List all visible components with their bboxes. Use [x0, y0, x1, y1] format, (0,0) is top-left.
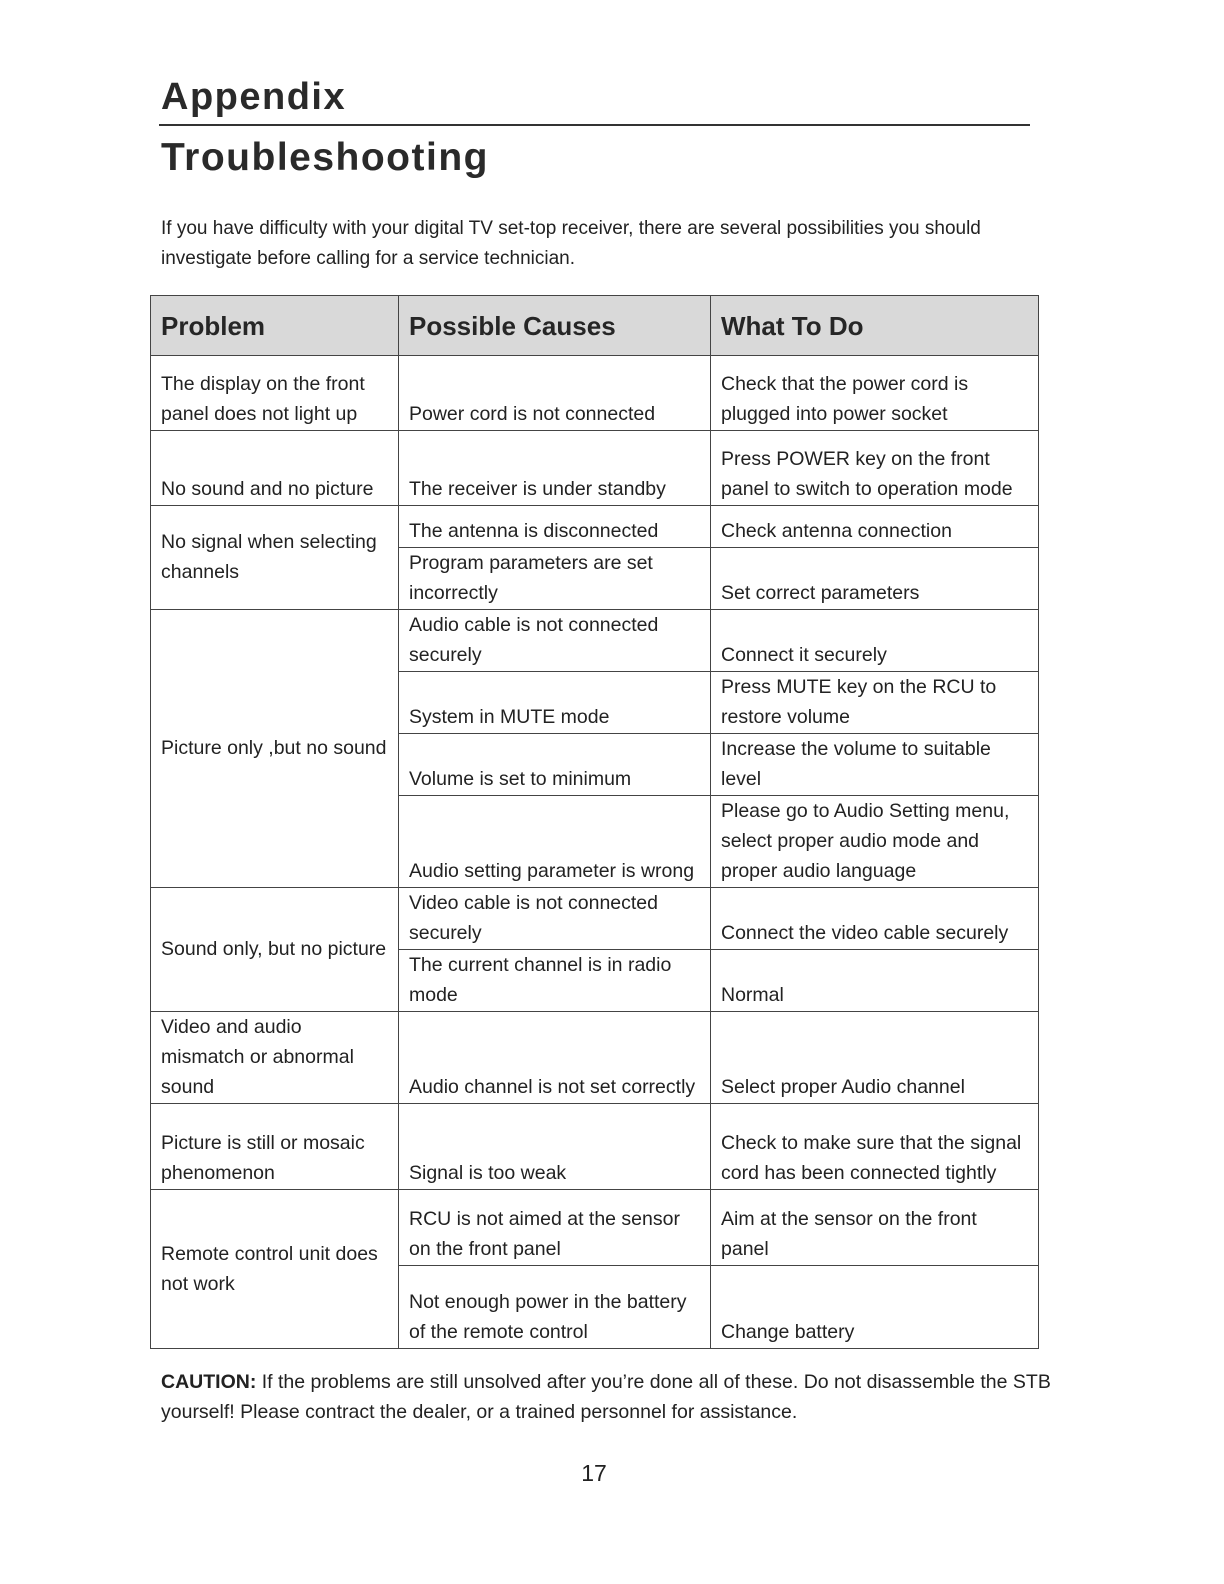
- action-cell: Set correct parameters: [711, 548, 1039, 610]
- table-row: [151, 506, 1039, 548]
- heading-rule: [159, 124, 1030, 126]
- page-title: Troubleshooting: [161, 136, 489, 179]
- troubleshooting-table: [150, 295, 1039, 1349]
- action-cell: Check antenna connection: [711, 506, 1039, 548]
- table-row: [151, 356, 1039, 431]
- problem-cell: No signal when selecting channels: [151, 506, 399, 610]
- action-cell: Press POWER key on the front panel to switch to operation mode: [711, 431, 1039, 506]
- action-cell: Check to make sure that the signal cord has been connected tightly: [711, 1104, 1039, 1190]
- table-header-row: [151, 296, 1039, 356]
- table-row: [151, 1104, 1039, 1190]
- problem-cell: The display on the front panel does not light up: [151, 356, 399, 431]
- problem-cell: Picture only ,but no sound: [151, 610, 399, 888]
- cause-cell: Program parameters are set incorrectly: [399, 548, 711, 610]
- problem-cell: Sound only, but no picture: [151, 888, 399, 1012]
- action-cell: Please go to Audio Setting menu, select proper audio mode and proper audio language: [711, 796, 1039, 888]
- cause-cell: System in MUTE mode: [399, 672, 711, 734]
- header-what-to-do: What To Do: [711, 296, 1039, 356]
- header-possible-causes: Possible Causes: [399, 296, 711, 356]
- action-cell: Select proper Audio channel: [711, 1012, 1039, 1104]
- caution-text: If the problems are still unsolved after you’re done all of these. Do not disassemble the STB yourself! Please contract the dealer, or a trained personnel for assistance.: [161, 1371, 1051, 1423]
- table-row: [151, 431, 1039, 506]
- page-number: 17: [581, 1460, 607, 1486]
- cause-cell: Video cable is not connected securely: [399, 888, 711, 950]
- cause-cell: The current channel is in radio mode: [399, 950, 711, 1012]
- cause-cell: The receiver is under standby: [399, 431, 711, 506]
- problem-cell: Remote control unit does not work: [151, 1190, 399, 1349]
- cause-cell: Power cord is not connected: [399, 356, 711, 431]
- table-row: [151, 610, 1039, 672]
- problem-cell: Video and audio mismatch or abnormal sound: [151, 1012, 399, 1104]
- action-cell: Change battery: [711, 1266, 1039, 1349]
- cause-cell: Audio setting parameter is wrong: [399, 796, 711, 888]
- table-row: [151, 1190, 1039, 1266]
- cause-cell: Not enough power in the battery of the remote control: [399, 1266, 711, 1349]
- cause-cell: Volume is set to minimum: [399, 734, 711, 796]
- action-cell: Check that the power cord is plugged into power socket: [711, 356, 1039, 431]
- problem-cell: Picture is still or mosaic phenomenon: [151, 1104, 399, 1190]
- action-cell: Aim at the sensor on the front panel: [711, 1190, 1039, 1266]
- cause-cell: Audio channel is not set correctly: [399, 1012, 711, 1104]
- header-problem: Problem: [151, 296, 399, 356]
- action-cell: Press MUTE key on the RCU to restore volume: [711, 672, 1039, 734]
- caution-note: [161, 1367, 1081, 1427]
- table-row: [151, 888, 1039, 950]
- problem-cell: No sound and no picture: [151, 431, 399, 506]
- caution-label: CAUTION:: [161, 1371, 257, 1393]
- section-heading: Appendix: [161, 76, 347, 118]
- action-cell: Connect the video cable securely: [711, 888, 1039, 950]
- table-row: [151, 1012, 1039, 1104]
- intro-paragraph: If you have difficulty with your digital TV set-top receiver, there are several possibilities you should investigate before calling for a service technician.: [161, 218, 981, 269]
- action-cell: Increase the volume to suitable level: [711, 734, 1039, 796]
- cause-cell: Signal is too weak: [399, 1104, 711, 1190]
- action-cell: Normal: [711, 950, 1039, 1012]
- cause-cell: The antenna is disconnected: [399, 506, 711, 548]
- cause-cell: Audio cable is not connected securely: [399, 610, 711, 672]
- cause-cell: RCU is not aimed at the sensor on the front panel: [399, 1190, 711, 1266]
- action-cell: Connect it securely: [711, 610, 1039, 672]
